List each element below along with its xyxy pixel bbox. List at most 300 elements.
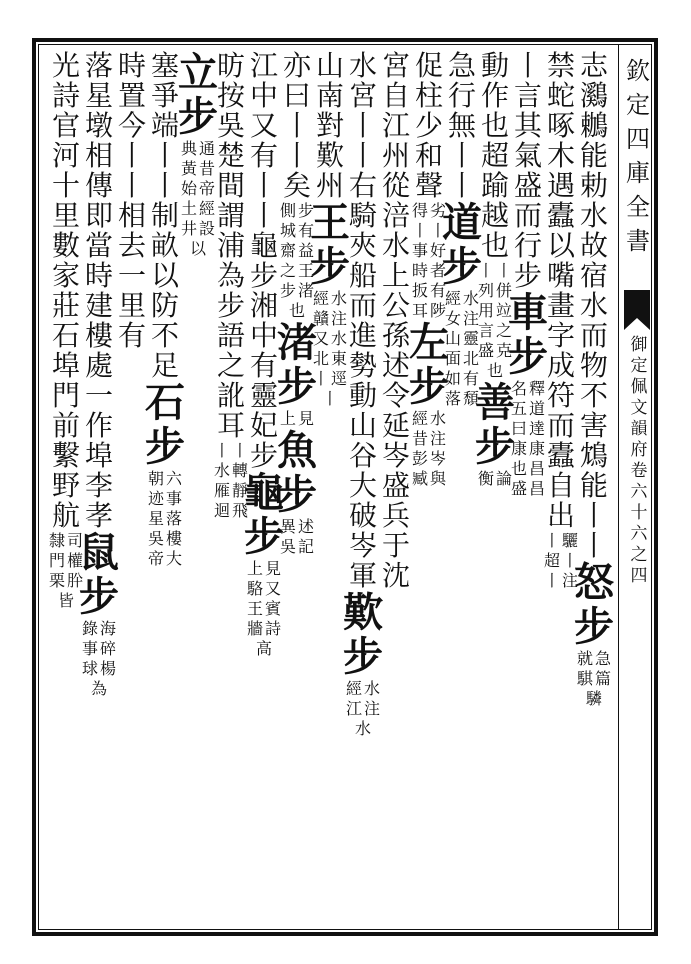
annotation-glyph: 經: [411, 409, 428, 428]
glyph: 宿: [579, 259, 608, 292]
annotation-glyph: 設: [198, 219, 215, 238]
glyph: 間: [216, 169, 245, 202]
glyph: 故: [579, 229, 608, 262]
glyph: 行: [513, 229, 542, 262]
annotation-glyph: 水: [330, 289, 347, 308]
annotation-glyph: 就: [576, 649, 593, 668]
headword-glyph: 左: [409, 319, 449, 366]
annotation-glyph: 靈: [462, 329, 479, 348]
annotation-glyph: 有: [297, 221, 314, 240]
annotation-glyph: 注: [363, 699, 380, 718]
glyph: 四: [630, 566, 648, 586]
glyph: 山: [315, 49, 344, 82]
glyph: 谷: [348, 439, 377, 472]
annotation-glyph: 朝: [147, 469, 164, 488]
annotation-glyph: 高: [255, 639, 272, 658]
annotation-glyph: 步: [279, 281, 296, 300]
glyph: 丨: [579, 499, 608, 532]
annotation-glyph: 竝: [495, 301, 512, 320]
glyph: 墩: [84, 109, 113, 142]
glyph: 對: [315, 109, 344, 142]
glyph: 令: [381, 379, 410, 412]
glyph: 靈: [249, 379, 278, 412]
glyph: 官: [51, 109, 80, 142]
glyph: 孫: [381, 319, 410, 352]
glyph: 丨: [249, 169, 278, 202]
annotation-glyph: 列: [477, 281, 494, 300]
glyph: 動: [480, 49, 509, 82]
annotation-glyph: 碎: [99, 639, 116, 658]
annotation-glyph: 也: [510, 459, 527, 478]
glyph: 又: [249, 109, 278, 142]
glyph: 制: [150, 199, 179, 232]
glyph: 鴆: [579, 439, 608, 472]
glyph: 行: [447, 79, 476, 112]
annotation-glyph: 帝: [198, 179, 215, 198]
glyph: 水: [381, 229, 410, 262]
annotation-glyph: 之: [495, 321, 512, 340]
glyph: 有: [117, 319, 146, 352]
annotation-glyph: 雁: [213, 481, 230, 500]
annotation-glyph: 山: [444, 329, 461, 348]
headword-glyph: 步: [409, 363, 449, 410]
headword-glyph: 魚: [277, 427, 317, 474]
annotation-glyph: 側: [279, 201, 296, 220]
glyph: 詩: [51, 79, 80, 112]
glyph: 耳: [216, 409, 245, 442]
glyph: 船: [348, 259, 377, 292]
annotation-glyph: 丨: [231, 441, 248, 460]
annotation-glyph: 權: [66, 551, 83, 570]
glyph: 而: [579, 319, 608, 352]
annotation-glyph: 釋: [528, 379, 545, 398]
annotation-glyph: 齋: [279, 241, 296, 260]
glyph: 龜: [249, 229, 278, 262]
glyph: 述: [381, 349, 410, 382]
headword-glyph: 龜: [244, 469, 284, 516]
glyph: 卷: [630, 461, 648, 481]
glyph: 從: [381, 169, 410, 202]
glyph: 定: [626, 91, 650, 119]
annotation-glyph: 之: [279, 261, 296, 280]
glyph: 樓: [84, 319, 113, 352]
glyph: 十: [51, 169, 80, 202]
annotation-glyph: 隸: [48, 531, 65, 550]
annotation-glyph: 帝: [147, 549, 164, 568]
glyph: 聲: [414, 169, 443, 202]
annotation-glyph: 肸: [66, 571, 83, 590]
annotation-glyph: 井: [180, 219, 197, 238]
annotation-glyph: 急: [594, 649, 611, 668]
glyph: 端: [150, 109, 179, 142]
annotation-glyph: 康: [528, 439, 545, 458]
glyph: 水: [579, 199, 608, 232]
annotation-glyph: 飛: [231, 501, 248, 520]
glyph: 江: [249, 49, 278, 82]
annotation-glyph: 騏: [576, 669, 593, 688]
glyph: 置: [117, 79, 146, 112]
glyph: 丨: [282, 109, 311, 142]
glyph: 岑: [381, 439, 410, 472]
glyph: 亦: [282, 49, 311, 82]
glyph: 丨: [348, 139, 377, 172]
glyph: 不: [150, 319, 179, 352]
annotation-glyph: 扳: [411, 281, 428, 300]
glyph: 佩: [630, 377, 648, 397]
glyph: 以: [150, 259, 179, 292]
glyph: 能: [579, 139, 608, 172]
glyph: 少: [414, 109, 443, 142]
glyph: 夾: [348, 229, 377, 262]
annotation-glyph: 有: [462, 369, 479, 388]
annotation-glyph: 王: [297, 261, 314, 280]
glyph: 右: [348, 169, 377, 202]
glyph: 六: [630, 524, 648, 544]
annotation-glyph: 又: [312, 329, 329, 348]
annotation-glyph: 詩: [264, 619, 281, 638]
annotation-glyph: 通: [198, 139, 215, 158]
glyph: 禁: [546, 49, 575, 82]
annotation-glyph: 水: [462, 289, 479, 308]
glyph: 州: [381, 139, 410, 172]
glyph: 公: [381, 289, 410, 322]
annotation-glyph: 水: [354, 719, 371, 738]
glyph: 作: [84, 409, 113, 442]
annotation-glyph: 克: [495, 341, 512, 360]
annotation-glyph: 步: [297, 201, 314, 220]
glyph: 訛: [216, 379, 245, 412]
annotation-glyph: 彭: [411, 449, 428, 468]
glyph: 門: [51, 379, 80, 412]
glyph: 浦: [216, 229, 245, 262]
annotation-glyph: 昔: [411, 429, 428, 448]
glyph: 妃: [249, 409, 278, 442]
glyph: 丨: [282, 139, 311, 172]
glyph: 之: [630, 545, 648, 565]
glyph: 相: [84, 139, 113, 172]
annotation-glyph: 丨: [411, 221, 428, 240]
glyph: 自: [381, 79, 410, 112]
glyph: 按: [216, 79, 245, 112]
glyph: 莊: [51, 289, 80, 322]
glyph: 全: [626, 193, 650, 221]
glyph: 爭: [150, 79, 179, 112]
glyph: 而: [546, 409, 575, 442]
glyph: 孝: [84, 499, 113, 532]
glyph: 岑: [348, 529, 377, 562]
annotation-glyph: 注: [330, 309, 347, 328]
annotation-glyph: 岑: [429, 449, 446, 468]
annotation-glyph: 司: [66, 531, 83, 550]
glyph: 超: [480, 139, 509, 172]
glyph: 野: [51, 469, 80, 502]
headword-glyph: 渚: [277, 319, 317, 366]
annotation-glyph: 水: [363, 679, 380, 698]
volume-title: [624, 336, 654, 588]
annotation-glyph: 有: [429, 281, 446, 300]
glyph: 上: [381, 259, 410, 292]
headword-glyph: 怒: [574, 559, 614, 606]
annotation-glyph: 靜: [231, 481, 248, 500]
annotation-glyph: 吳: [147, 529, 164, 548]
glyph: 其: [513, 109, 542, 142]
annotation-glyph: 丨: [321, 389, 338, 408]
annotation-glyph: 落: [165, 509, 182, 528]
annotation-pair: [46, 552, 86, 572]
glyph: 沈: [381, 559, 410, 592]
annotation-glyph: 賓: [264, 599, 281, 618]
glyph: 破: [348, 499, 377, 532]
annotation-glyph: 者: [429, 261, 446, 280]
annotation-glyph: 上: [279, 409, 296, 428]
annotation-glyph: 得: [411, 201, 428, 220]
glyph: 丨: [117, 169, 146, 202]
annotation-glyph: 門: [48, 551, 65, 570]
annotation-glyph: 始: [180, 179, 197, 198]
annotation-glyph: 道: [528, 399, 545, 418]
annotation-glyph: 經: [444, 289, 461, 308]
glyph: 丨: [447, 169, 476, 202]
glyph: 字: [546, 319, 575, 352]
annotation-glyph: 記: [297, 537, 314, 556]
glyph: 丨: [348, 109, 377, 142]
glyph: 以: [546, 229, 575, 262]
glyph: 鶒: [579, 109, 608, 142]
annotation-glyph: 論: [495, 469, 512, 488]
glyph: 相: [117, 199, 146, 232]
glyph: 山: [348, 409, 377, 442]
glyph: 盛: [381, 469, 410, 502]
glyph: 一: [84, 379, 113, 412]
glyph: 前: [51, 409, 80, 442]
annotation-glyph: 臧: [411, 469, 428, 488]
glyph: 越: [480, 199, 509, 232]
headword-glyph: 步: [442, 243, 482, 290]
glyph: 宮: [348, 79, 377, 112]
glyph: 丨: [150, 169, 179, 202]
annotation-glyph: 用: [477, 301, 494, 320]
glyph: 言: [513, 79, 542, 112]
glyph: 防: [150, 289, 179, 322]
glyph: 丨: [150, 139, 179, 172]
annotation-glyph: 落: [444, 389, 461, 408]
glyph: 木: [546, 139, 575, 172]
glyph: 楚: [216, 139, 245, 172]
glyph: 里: [51, 199, 80, 232]
annotation-pair: [46, 572, 86, 592]
glyph: 步: [216, 289, 245, 322]
glyph: 嘴: [546, 259, 575, 292]
annotation-glyph: 王: [246, 599, 263, 618]
annotation-glyph: 昌: [528, 479, 545, 498]
annotation-glyph: 吳: [279, 537, 296, 556]
glyph: 符: [546, 379, 575, 412]
glyph: 柱: [414, 79, 443, 112]
annotation-glyph: 女: [444, 309, 461, 328]
glyph: 能: [579, 469, 608, 502]
annotation-glyph: 併: [495, 281, 512, 300]
headword-glyph: 步: [178, 93, 218, 140]
annotation-glyph: 黃: [180, 159, 197, 178]
glyph: 州: [315, 169, 344, 202]
annotation-glyph: 盛: [477, 341, 494, 360]
glyph: 六: [630, 482, 648, 502]
glyph: 宮: [381, 49, 410, 82]
glyph: 作: [480, 79, 509, 112]
annotation-glyph: 時: [411, 261, 428, 280]
annotation-glyph: 六: [165, 469, 182, 488]
annotation-glyph: 丨: [429, 221, 446, 240]
glyph: 啄: [546, 109, 575, 142]
glyph: 步: [249, 259, 278, 292]
annotation-glyph: 水: [330, 329, 347, 348]
annotation-glyph: 經: [345, 679, 362, 698]
annotation-glyph: 述: [297, 517, 314, 536]
glyph: 氣: [513, 139, 542, 172]
glyph: 水: [579, 289, 608, 322]
banner-divider: [618, 44, 619, 930]
annotation-glyph: 也: [288, 301, 305, 320]
glyph: 而: [513, 199, 542, 232]
annotation-glyph: 經: [198, 199, 215, 218]
glyph: 而: [348, 289, 377, 322]
book-title: [622, 56, 654, 260]
annotation-glyph: 昔: [198, 159, 215, 178]
headword-glyph: 善: [475, 379, 515, 426]
glyph: 大: [348, 469, 377, 502]
glyph: 遇: [546, 169, 575, 202]
glyph: 蠹: [546, 439, 575, 472]
annotation-glyph: 丨: [543, 571, 560, 590]
glyph: 河: [51, 139, 80, 172]
glyph: 勅: [579, 169, 608, 202]
glyph: 不: [579, 379, 608, 412]
glyph: 謂: [216, 199, 245, 232]
headword-glyph: 王: [310, 199, 350, 246]
glyph: 勢: [348, 349, 377, 382]
glyph: 出: [546, 499, 575, 532]
annotation-glyph: 駱: [246, 579, 263, 598]
annotation-glyph: 五: [510, 399, 527, 418]
headword-glyph: 步: [508, 333, 548, 380]
glyph: 江: [381, 109, 410, 142]
headword-glyph: 步: [574, 603, 614, 650]
glyph: 成: [546, 349, 575, 382]
annotation-glyph: 篇: [594, 669, 611, 688]
annotation-glyph: 栗: [48, 571, 65, 590]
glyph: 欽: [626, 57, 650, 85]
glyph: 急: [447, 49, 476, 82]
glyph: 當: [84, 229, 113, 262]
annotation-glyph: 事: [165, 489, 182, 508]
glyph: 也: [480, 229, 509, 262]
annotation-glyph: 皆: [57, 591, 74, 610]
annotation-glyph: 注: [429, 429, 446, 448]
annotation-glyph: 劣: [429, 201, 446, 220]
headword-glyph: 歎: [343, 589, 383, 636]
annotation-glyph: 注: [561, 571, 578, 590]
annotation-glyph: 上: [246, 559, 263, 578]
annotation-glyph: 江: [345, 699, 362, 718]
glyph: 兵: [381, 499, 410, 532]
glyph: 水: [348, 49, 377, 82]
glyph: 也: [480, 109, 509, 142]
glyph: 涪: [381, 199, 410, 232]
annotation-glyph: 曰: [510, 419, 527, 438]
glyph: 丨: [117, 139, 146, 172]
glyph: 一: [117, 259, 146, 292]
annotation-glyph: 名: [510, 379, 527, 398]
headword-glyph: 步: [145, 423, 185, 470]
glyph: 足: [150, 349, 179, 382]
glyph: 軍: [348, 559, 377, 592]
glyph: 于: [381, 529, 410, 562]
glyph: 之: [216, 349, 245, 382]
glyph: 延: [381, 409, 410, 442]
glyph: 十: [630, 503, 648, 523]
annotation-glyph: 北: [462, 349, 479, 368]
glyph: 埠: [84, 439, 113, 472]
glyph: 文: [630, 398, 648, 418]
annotation-glyph: 又: [264, 579, 281, 598]
glyph: 促: [414, 49, 443, 82]
annotation-pair: [46, 532, 86, 552]
annotation-glyph: 異: [279, 517, 296, 536]
headword-glyph: 步: [343, 633, 383, 680]
glyph: 建: [84, 289, 113, 322]
annotation-glyph: 土: [180, 199, 197, 218]
glyph: 處: [84, 349, 113, 382]
headword-glyph: 步: [79, 573, 119, 620]
annotation-glyph: 水: [213, 461, 230, 480]
glyph: 李: [84, 469, 113, 502]
glyph: 御: [630, 335, 648, 355]
glyph: 去: [117, 229, 146, 262]
glyph: 有: [249, 139, 278, 172]
annotation-glyph: 耳: [411, 301, 428, 320]
annotation-glyph: 驎: [585, 689, 602, 708]
glyph: 星: [84, 79, 113, 112]
glyph: 步: [513, 259, 542, 292]
glyph: 曰: [282, 79, 311, 112]
annotation-glyph: 北: [312, 349, 329, 368]
annotation-glyph: 頹: [462, 389, 479, 408]
glyph: 為: [216, 259, 245, 292]
annotation-glyph: 與: [429, 469, 446, 488]
annotation-glyph: 丨: [477, 261, 494, 280]
glyph: 里: [117, 289, 146, 322]
annotation-glyph: 贛: [312, 309, 329, 328]
annotation-glyph: 海: [99, 619, 116, 638]
annotation-glyph: 超: [543, 551, 560, 570]
annotation-glyph: 丨: [561, 551, 578, 570]
glyph: 盛: [513, 169, 542, 202]
glyph: 畝: [150, 229, 179, 262]
annotation-glyph: 迴: [213, 501, 230, 520]
annotation-glyph: 康: [510, 439, 527, 458]
annotation-glyph: 言: [477, 321, 494, 340]
glyph: 落: [84, 49, 113, 82]
annotation-glyph: 注: [462, 309, 479, 328]
annotation-glyph: 面: [444, 349, 461, 368]
glyph: 動: [348, 379, 377, 412]
annotation-glyph: 益: [297, 241, 314, 260]
glyph: 無: [447, 109, 476, 142]
annotation-glyph: 以: [189, 239, 206, 258]
glyph: 鸂: [579, 79, 608, 112]
glyph: 今: [117, 109, 146, 142]
annotation-glyph: 丨: [312, 369, 329, 388]
